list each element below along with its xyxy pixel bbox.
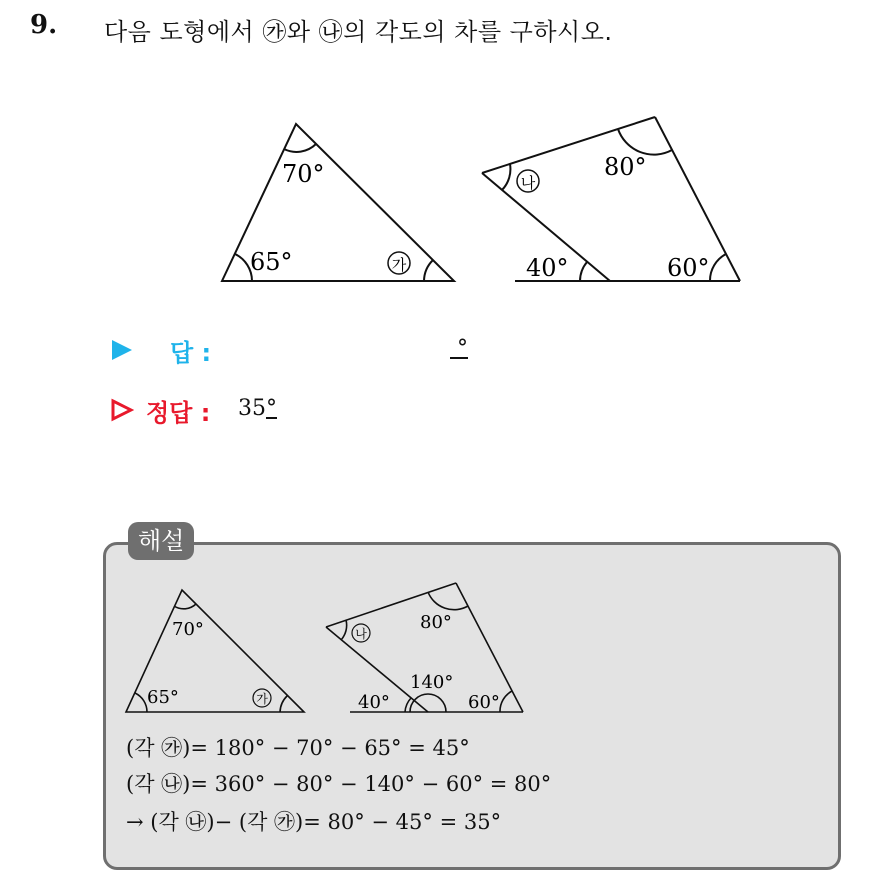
label-na: 나 (520, 174, 536, 192)
angle-arc-na (502, 164, 510, 190)
answer-label: 답 : (170, 338, 212, 367)
explanation-line-3: → (각 ㉯)− (각 ㉮)= 80° − 45° = 35° (126, 810, 502, 834)
explanation-line-2: (각 ㉯)= 360° − 80° − 140° − 60° = 80° (126, 772, 552, 796)
angle-arc-top (284, 144, 316, 152)
svg-text:80°: 80° (420, 612, 452, 633)
svg-text:나: 나 (355, 627, 367, 641)
svg-text:40°: 40° (358, 692, 390, 713)
problem-figure (0, 0, 884, 330)
label-65: 65° (250, 248, 293, 276)
angle-arc-40 (580, 262, 587, 281)
svg-text:65°: 65° (147, 687, 179, 708)
correct-answer-label: 정답 : (146, 398, 211, 427)
answer-row (110, 332, 211, 368)
answer-marker-icon (110, 338, 134, 362)
angle-arc-60 (710, 254, 726, 281)
svg-text:70°: 70° (172, 619, 204, 640)
correct-answer-row (110, 392, 210, 428)
label-70: 70° (282, 160, 325, 188)
label-60: 60° (667, 254, 710, 282)
question-text: 다음 도형에서 ㉮와 ㉯의 각도의 차를 구하시오. (104, 18, 613, 46)
svg-text:가: 가 (256, 692, 268, 706)
correct-marker-icon (110, 398, 134, 422)
label-ga: 가 (391, 256, 407, 274)
explanation-line-1: (각 ㉮)= 180° − 70° − 65° = 45° (126, 736, 470, 760)
svg-text:60°: 60° (468, 692, 500, 713)
explanation-tag: 해설 (128, 522, 194, 560)
label-40: 40° (526, 254, 569, 282)
correct-answer-value: 35° (238, 396, 277, 421)
label-80: 80° (604, 153, 647, 181)
answer-blank[interactable]: ° (457, 336, 468, 361)
svg-text:140°: 140° (410, 672, 454, 693)
question-number: 9. (30, 10, 58, 40)
angle-arc-ga (424, 260, 433, 281)
